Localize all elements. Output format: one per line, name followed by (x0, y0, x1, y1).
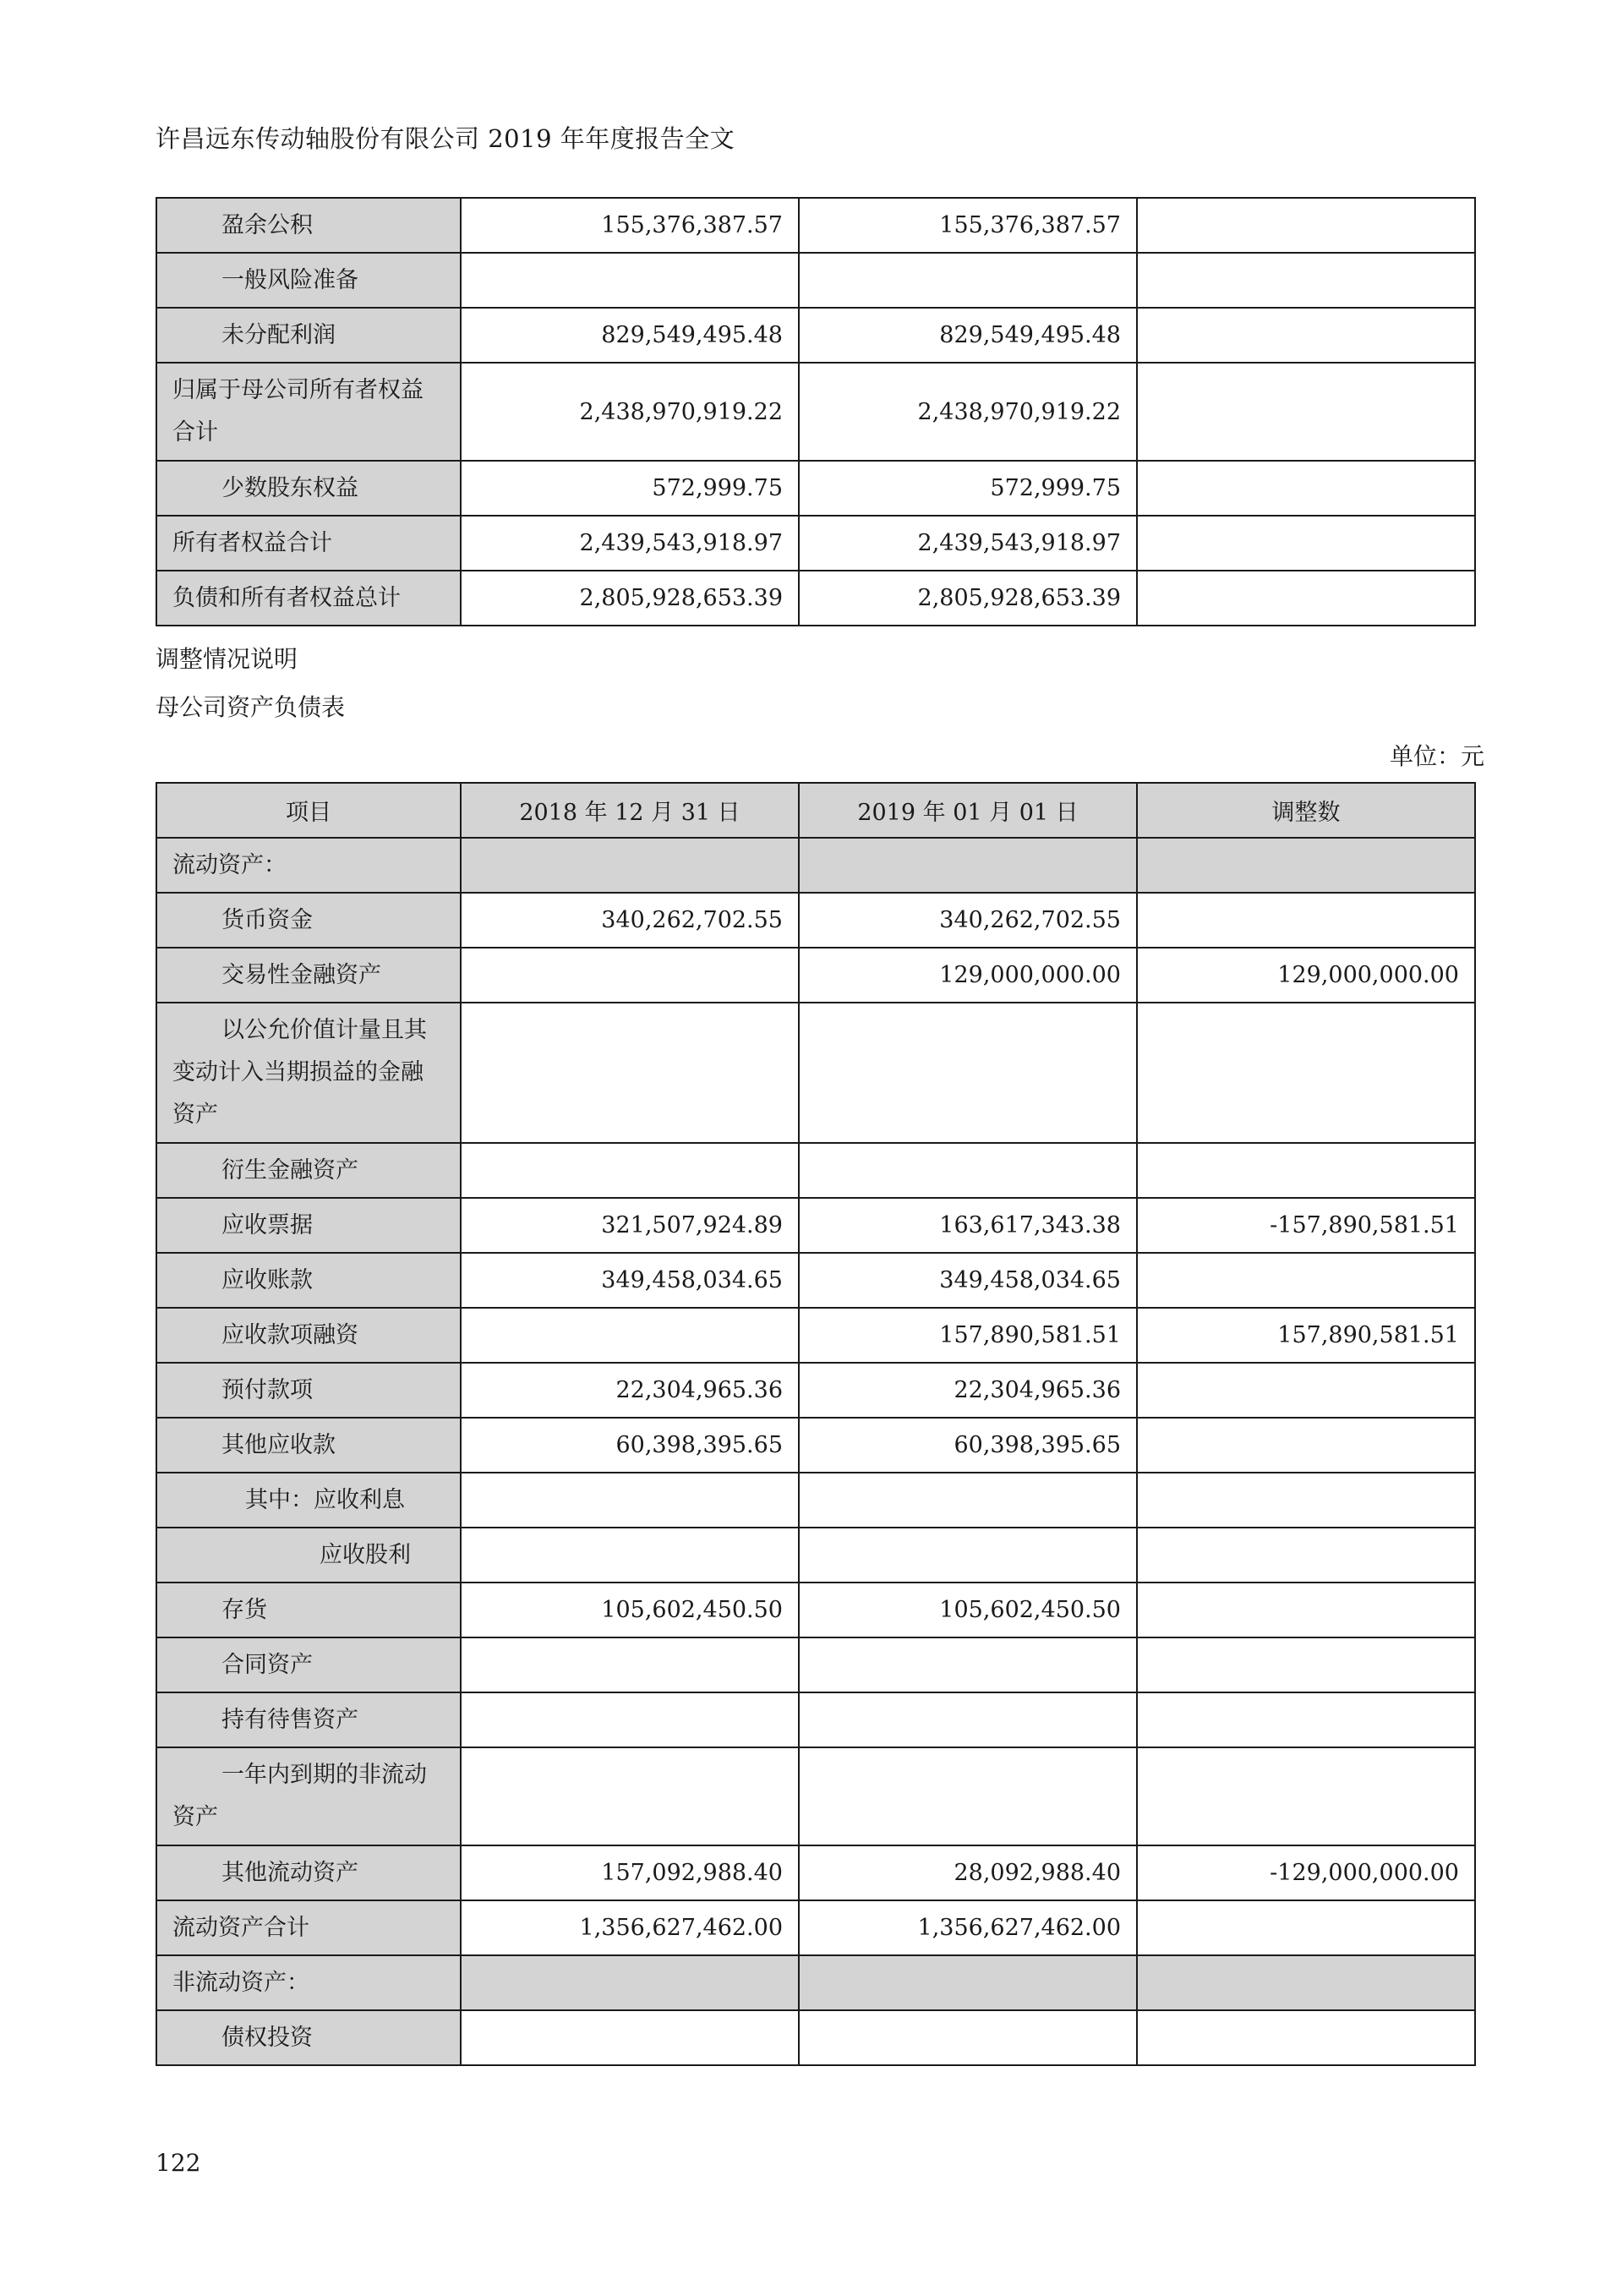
row-label: 合同资产 (156, 1637, 461, 1692)
unit-label: 单位：元 (1389, 742, 1484, 770)
value-2019-01-01: 572,999.75 (799, 461, 1137, 516)
table-header-row (156, 783, 1475, 838)
header-item: 项目 (156, 783, 461, 838)
row-label-line-text: 以公允价值计量且其 (221, 1017, 427, 1043)
row-label: 盈余公积 (156, 198, 461, 253)
value-adjustment (1137, 1637, 1475, 1692)
table-row (156, 1900, 1475, 1955)
value-2018-12-31 (461, 1473, 799, 1528)
value-2018-12-31: 1,356,627,462.00 (461, 1900, 799, 1955)
header-adjustment: 调整数 (1137, 783, 1475, 838)
value-2018-12-31 (461, 1308, 799, 1363)
value-2019-01-01 (799, 1692, 1137, 1747)
row-label: 应收款项融资 (156, 1308, 461, 1363)
value-2019-01-01 (799, 1473, 1137, 1528)
row-label: 少数股东权益 (156, 461, 461, 516)
value-adjustment (1137, 1747, 1475, 1845)
value-2019-01-01: 60,398,395.65 (799, 1418, 1137, 1473)
value-2018-12-31 (461, 2010, 799, 2065)
value-2018-12-31 (461, 1692, 799, 1747)
value-adjustment (1137, 1143, 1475, 1198)
table-row (156, 308, 1475, 363)
value-2019-01-01 (799, 1003, 1137, 1143)
row-label: 应收账款 (156, 1253, 461, 1308)
value-2018-12-31 (461, 1528, 799, 1583)
value-2018-12-31: 157,092,988.40 (461, 1845, 799, 1900)
row-label: 其他应收款 (156, 1418, 461, 1473)
value-2019-01-01 (799, 2010, 1137, 2065)
table-row (156, 1845, 1475, 1900)
table-row (156, 1003, 1475, 1143)
value-adjustment (1137, 1583, 1475, 1637)
value-2018-12-31: 340,262,702.55 (461, 893, 799, 948)
value-2018-12-31: 2,805,928,653.39 (461, 571, 799, 626)
value-2018-12-31: 2,438,970,919.22 (461, 363, 799, 461)
table-row (156, 1747, 1475, 1845)
value-2018-12-31: 22,304,965.36 (461, 1363, 799, 1418)
value-2019-01-01: 129,000,000.00 (799, 948, 1137, 1003)
value-adjustment (1137, 1003, 1475, 1143)
value-2018-12-31 (461, 253, 799, 308)
value-adjustment (1137, 461, 1475, 516)
row-label: 其中：应收利息 (156, 1473, 461, 1528)
value-2019-01-01 (799, 1637, 1137, 1692)
row-label-line: 合计 (172, 419, 218, 446)
value-2019-01-01: 2,439,543,918.97 (799, 516, 1137, 571)
table-row (156, 1955, 1475, 2010)
value-2018-12-31 (461, 1955, 799, 2010)
value-adjustment (1137, 1363, 1475, 1418)
value-adjustment (1137, 838, 1475, 893)
table-row (156, 893, 1475, 948)
table-row (156, 1528, 1475, 1583)
row-label-line (172, 1009, 453, 1052)
value-2018-12-31: 155,376,387.57 (461, 198, 799, 253)
table-row (156, 571, 1475, 626)
value-2019-01-01: 349,458,034.65 (799, 1253, 1137, 1308)
table-row (156, 198, 1475, 253)
value-2018-12-31 (461, 1747, 799, 1845)
row-label: 持有待售资产 (156, 1692, 461, 1747)
section-label: 非流动资产： (156, 1955, 461, 2010)
row-label: 应收票据 (156, 1198, 461, 1253)
value-2019-01-01: 2,805,928,653.39 (799, 571, 1137, 626)
value-2019-01-01: 340,262,702.55 (799, 893, 1137, 948)
row-label (156, 1747, 461, 1845)
value-2018-12-31: 105,602,450.50 (461, 1583, 799, 1637)
row-label-line-text: 一年内到期的非流动 (221, 1762, 427, 1788)
table-row (156, 838, 1475, 893)
value-2018-12-31: 829,549,495.48 (461, 308, 799, 363)
row-label: 未分配利润 (156, 308, 461, 363)
table-row (156, 1253, 1475, 1308)
table-row (156, 1198, 1475, 1253)
report-header-title: 许昌远东传动轴股份有限公司 2019 年年度报告全文 (156, 124, 735, 153)
row-label-line (172, 1754, 453, 1796)
balance-sheet-equity-table (156, 197, 1476, 626)
value-2019-01-01 (799, 253, 1137, 308)
value-2019-01-01 (799, 1747, 1137, 1845)
value-2018-12-31 (461, 1003, 799, 1143)
table-row (156, 1363, 1475, 1418)
table-row (156, 1143, 1475, 1198)
row-label (156, 363, 461, 461)
row-label: 预付款项 (156, 1363, 461, 1418)
value-2019-01-01 (799, 1143, 1137, 1198)
value-adjustment (1137, 2010, 1475, 2065)
value-adjustment: -129,000,000.00 (1137, 1845, 1475, 1900)
value-2019-01-01 (799, 1955, 1137, 2010)
header-2019-01-01: 2019 年 01 月 01 日 (799, 783, 1137, 838)
value-adjustment (1137, 893, 1475, 948)
row-label-line: 资产 (172, 1102, 218, 1128)
table-row (156, 1473, 1475, 1528)
value-2019-01-01 (799, 838, 1137, 893)
value-2018-12-31 (461, 948, 799, 1003)
row-label-line: 归属于母公司所有者权益 (172, 377, 424, 403)
value-adjustment (1137, 1900, 1475, 1955)
value-adjustment: 157,890,581.51 (1137, 1308, 1475, 1363)
adjustment-note: 调整情况说明 (156, 645, 298, 673)
value-adjustment (1137, 198, 1475, 253)
value-adjustment (1137, 1692, 1475, 1747)
row-label: 货币资金 (156, 893, 461, 948)
table-row (156, 1308, 1475, 1363)
table-row (156, 253, 1475, 308)
table-row (156, 461, 1475, 516)
value-2019-01-01: 829,549,495.48 (799, 308, 1137, 363)
table-row (156, 1637, 1475, 1692)
table-row (156, 516, 1475, 571)
row-label: 所有者权益合计 (156, 516, 461, 571)
row-label: 负债和所有者权益总计 (156, 571, 461, 626)
value-adjustment: 129,000,000.00 (1137, 948, 1475, 1003)
value-2019-01-01: 1,356,627,462.00 (799, 1900, 1137, 1955)
value-2019-01-01: 28,092,988.40 (799, 1845, 1137, 1900)
row-label: 其他流动资产 (156, 1845, 461, 1900)
table-row (156, 1418, 1475, 1473)
value-adjustment (1137, 308, 1475, 363)
value-adjustment (1137, 253, 1475, 308)
row-label: 应收股利 (156, 1528, 461, 1583)
parent-balance-sheet-table (156, 782, 1476, 2066)
value-adjustment (1137, 363, 1475, 461)
section-title: 母公司资产负债表 (156, 693, 346, 721)
value-adjustment (1137, 1253, 1475, 1308)
value-2018-12-31: 349,458,034.65 (461, 1253, 799, 1308)
row-label: 流动资产合计 (156, 1900, 461, 1955)
table-row (156, 948, 1475, 1003)
header-2018-12-31: 2018 年 12 月 31 日 (461, 783, 799, 838)
value-adjustment (1137, 571, 1475, 626)
value-2018-12-31: 2,439,543,918.97 (461, 516, 799, 571)
row-label (156, 1003, 461, 1143)
value-2019-01-01: 2,438,970,919.22 (799, 363, 1137, 461)
value-2018-12-31: 60,398,395.65 (461, 1418, 799, 1473)
value-2018-12-31 (461, 1143, 799, 1198)
section-label: 流动资产： (156, 838, 461, 893)
table-row (156, 363, 1475, 461)
value-2018-12-31: 572,999.75 (461, 461, 799, 516)
row-label-line: 资产 (172, 1804, 218, 1830)
table-row (156, 1583, 1475, 1637)
value-2019-01-01: 155,376,387.57 (799, 198, 1137, 253)
value-2018-12-31 (461, 838, 799, 893)
row-label: 交易性金融资产 (156, 948, 461, 1003)
row-label: 一般风险准备 (156, 253, 461, 308)
value-2019-01-01: 22,304,965.36 (799, 1363, 1137, 1418)
value-adjustment: -157,890,581.51 (1137, 1198, 1475, 1253)
row-label-line: 变动计入当期损益的金融 (172, 1059, 424, 1085)
value-2018-12-31: 321,507,924.89 (461, 1198, 799, 1253)
page-number: 122 (156, 2149, 201, 2177)
value-2019-01-01: 105,602,450.50 (799, 1583, 1137, 1637)
value-2019-01-01: 157,890,581.51 (799, 1308, 1137, 1363)
table-row (156, 1692, 1475, 1747)
table-row (156, 2010, 1475, 2065)
value-2018-12-31 (461, 1637, 799, 1692)
row-label: 衍生金融资产 (156, 1143, 461, 1198)
row-label: 债权投资 (156, 2010, 461, 2065)
value-adjustment (1137, 1418, 1475, 1473)
value-adjustment (1137, 1473, 1475, 1528)
value-2019-01-01 (799, 1528, 1137, 1583)
value-adjustment (1137, 1955, 1475, 2010)
value-adjustment (1137, 1528, 1475, 1583)
value-adjustment (1137, 516, 1475, 571)
value-2019-01-01: 163,617,343.38 (799, 1198, 1137, 1253)
row-label: 存货 (156, 1583, 461, 1637)
